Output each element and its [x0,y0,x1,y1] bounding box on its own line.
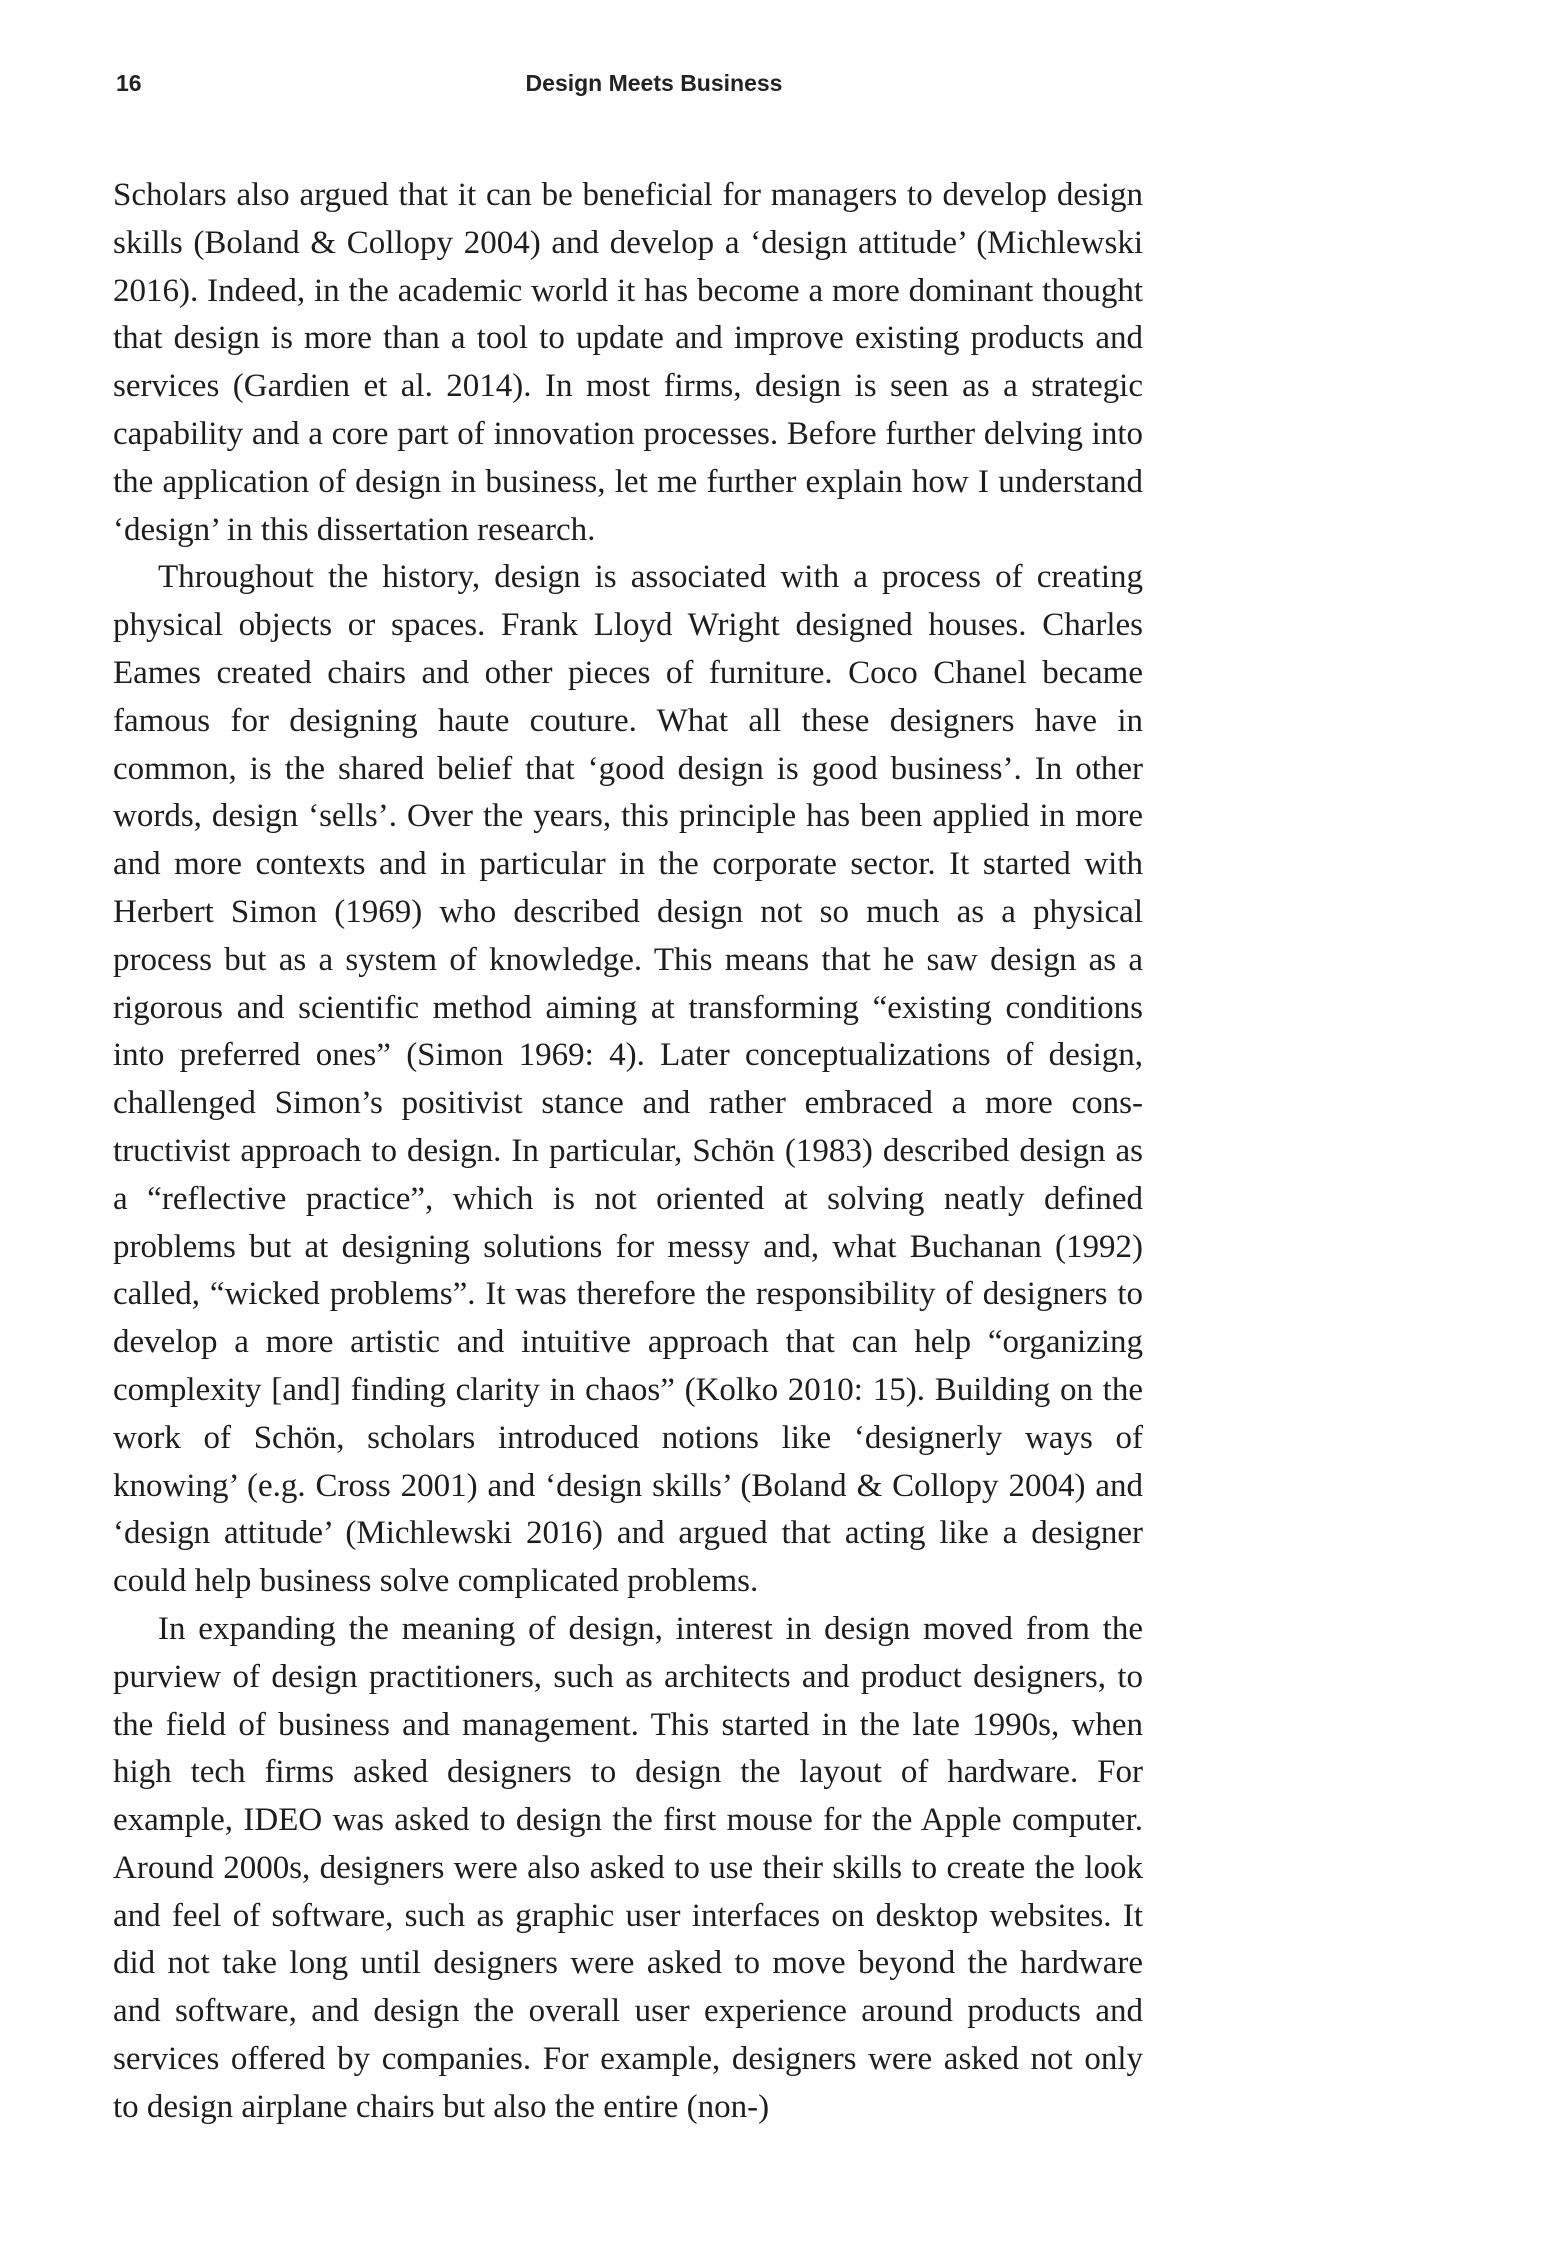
paragraph: Throughout the history, design is associated with a process of creating physical objects or spaces. Frank Lloyd Wright designed houses. Charles Eames created chairs and other pieces of furniture. Coco Chanel became famous for designing haute couture. What all these designers have in common, is the shared belief that ‘good design is good business’. In other words, design ‘sells’. Over the years, this principle has been applied in more and more contexts and in particular in the corporate sector. It started with Herbert Simon (1969) who described design not so much as a physical process but as a system of knowledge. This means that he saw design as a rigorous and scientific method aiming at transforming “existing conditions into preferred ones” (Simon 1969: 4). Later conceptualizations of design, challenged Simon’s positivist stance and rather embraced a more constructivist approach to design. In particular, Schön (1983) described design as a “reflective practice”, which is not oriented at solving neatly defined problems but at designing solutions for messy and, what Buchanan (1992) called, “wicked problems”. It was therefore the responsibility of designers to develop a more artistic and intuitive approach that can help “organizing complexity [and] finding clarity in chaos” (Kolko 2010: 15). Building on the work of Schön, scholars introduced notions like ‘designerly ways of knowing’ (e.g. Cross 2001) and ‘design skills’ (Boland & Collopy 2004) and ‘design attitude’ (Michlewski 2016) and argued that acting like a designer could help business solve complicated problems. [113,559,1143,1600]
page-header [116,70,1146,110]
page-number: 16 [116,70,142,96]
paragraph: Scholars also argued that it can be beneficial for managers to develop design skills (Boland & Collopy 2004) and develop a ‘design attitude’ (Michlewski 2016). Indeed, in the academic world it has become a more dominant thought that design is more than a tool to update and improve existing products and services (Gardien et al. 2014). In most firms, design is seen as a strategic capability and a core part of innovation processes. Before further delving into the application of design in business, let me further explain how I understand ‘design’ in this dissertation research. [113,177,1143,548]
body-text [113,172,1143,2132]
running-title: Design Meets Business [525,70,783,96]
paragraph: In expanding the meaning of design, interest in design moved from the purview of design practitioners, such as architects and product designers, to the field of business and management. This started in the late 1990s, when high tech firms asked designers to design the layout of hardware. For example, IDEO was asked to design the first mouse for the Apple computer. Around 2000s, designers were also asked to use their skills to create the look and feel of software, such as graphic user interfaces on desktop websites. It did not take long until designers were asked to move beyond the hardware and software, and design the overall user experience around products and services offered by companies. For example, designers were asked not only to design airplane chairs but also the entire (non-) [113,1610,1143,2125]
